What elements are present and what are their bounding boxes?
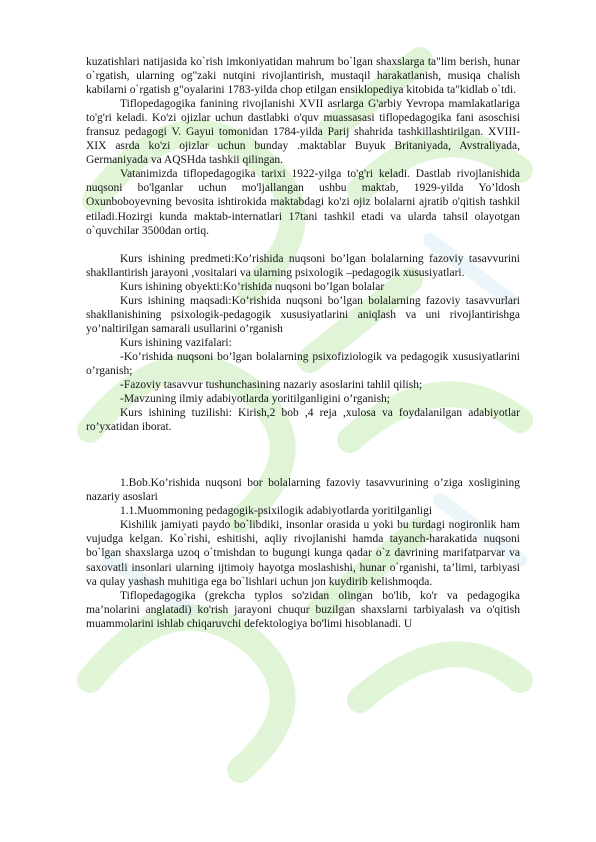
paragraph-11: Kurs ishining tuzilishi: Kirish,2 bob ,4 reja ,xulosa va foydalanilgan adabiyotlar ro’yxatidan iborat.	[86, 407, 520, 434]
document-body	[86, 55, 520, 631]
paragraph-2: Tiflopedagogika fanining rivojlanishi XVII asrlarga G'arbiy Yevropa mamlakatlariga to'g'ri keladi. Ko'zi ojizlar uchun dastlabki o'quv muassasasi tiflopedagogika fani asoschisi fransuz pedagogi V. Gayui tomonidan 1784-yilda Parij shahrida tashkillashtirilgan. XVIII-XIX asrda ko'zi ojizlar uchun bunday .maktablar Buyuk Britaniyada, Avstraliyada, Germaniyada va AQSHda tashkii qilingan.	[86, 98, 520, 167]
section-heading: 1.1.Muommoning pedagogik-psixilogik adabiyotlarda yoritilganligi	[120, 505, 433, 518]
paragraph-1: kuzatishlari natijasida ko`rish imkoniyatidan mahrum bo`lgan shaxslarga ta"lim berish, hunar o`rgatish, ularning og"zaki nutqini rivojlantirish, mustaqil harakatlanish, musiqa chalish kabilarni o`rgatish g"oyalarini 1783-yilda chop etilgan ensiklopediya kitobida ta"kidlab o`tdi.	[86, 56, 520, 97]
paragraph-9: -Fazoviy tasavvur tushunchasining nazariy asoslarini tahlil qilish;	[120, 379, 423, 392]
paragraph-7: Kurs ishining vazifalari:	[120, 336, 232, 349]
paragraph-5: Kurs ishining obyekti:Ko’rishida nuqsoni bo’lgan bolalar	[120, 280, 385, 293]
chapter-heading: 1.Bob.Ko’rishida nuqsoni bor bolalarning fazoviy tasavvurining o’ziga xosligining nazariy asoslari	[86, 477, 520, 504]
paragraph-6: Kurs ishining maqsadi:Ko’rishida nuqsoni bo’lgan bolalarning fazoviy tasavvurlari shakllanishining psixologik-pedagogik xususiyatlarini aniqlash va uni rivojlantirishga yo’naltirilgan samarali usullarini o’rganish	[86, 294, 520, 335]
paragraph-12: Kishilik jamiyati paydo bo`libdiki, insonlar orasida u yoki bu turdagi nogironlik ham vujudga kelgan. Ko`rishi, eshitishi, aqliy rivojlanishi hamda tayanch-harakatida nuqsoni bo`lgan shaxslarga uzoq o`tmishdan to bugungi kunga qadar o`z davrining marifatparvar va saxovatli insonlari ularning ijtimoiy hayotga moslashishi, hunar o`rganishi, ta’limi, tarbiyasi va qulay yashash muhitiga ega bo`lishlari uchun jon kuydirib kelishmoqda.	[86, 519, 520, 588]
paragraph-10: -Mavzuning ilmiy adabiyotlarda yoritilganligini o’rganish;	[120, 393, 390, 406]
paragraph-4: Kurs ishining predmeti:Ko’rishida nuqsoni bo’lgan bolalarning fazoviy tasavvurini shakllantirish jarayoni ,vositalari va ularning psixologik –pedagogik xususiyatlari.	[86, 252, 520, 279]
paragraph-3: Vatanimizda tiflopedagogika tarixi 1922-yilga to'g'ri keladi. Dastlab rivojlanishida nuqsoni bo'lganlar uchun mo'ljallangan ushbu maktab, 1929-yilda Yo’ldosh Oxunboboyevning bevosita ishtirokida maktabdagi ko'zi ojiz bolalarni ajratib o'qitish tashkil etiladi.Hozirgi kunda maktab-internatlari 17tani tashkil etadi va ularda tahsil olayotgan o`quvchilar 3500dan ortiq.	[86, 168, 520, 237]
paragraph-13: Tiflopedagogika (grekcha typlos so'zidan olingan bo'lib, ko'r va pedagogika ma’nolarini anglatadi) ko'rish jarayoni chuqur buzilgan shaxslarni tarbiyalash va o'qitish muammolarini ishlab chiqaruvchi defektologiya bo'limi hisoblanadi. U	[86, 589, 520, 630]
paragraph-8: -Ko’rishida nuqsoni bo’lgan bolalarning psixofiziologik va pedagogik xususiyatlarini o’rganish;	[86, 350, 520, 377]
